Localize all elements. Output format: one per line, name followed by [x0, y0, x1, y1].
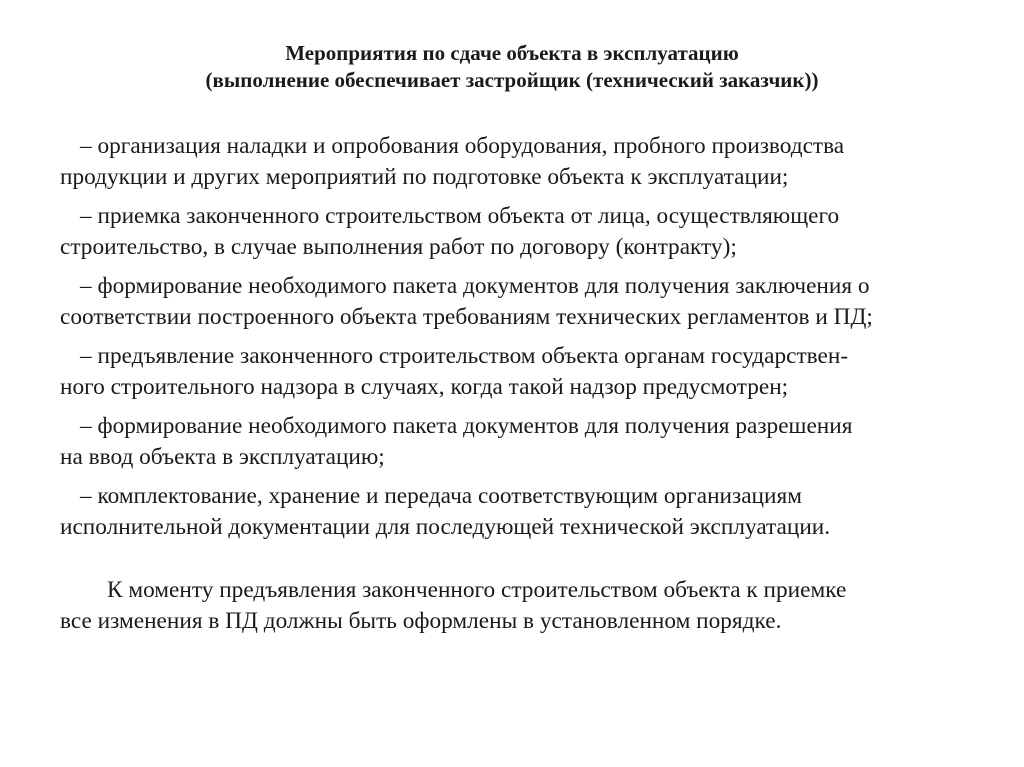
- list-item: [60, 131, 980, 193]
- list-item-line: – организация наладки и опробования оборудования, пробного производства: [80, 133, 845, 159]
- list-item-line: – предъявление законченного строительством объекта органам государствен-: [80, 343, 849, 369]
- list-item: [60, 201, 980, 263]
- list-item: [60, 271, 980, 333]
- note-line-2: все изменения в ПД должны быть оформлены в установленном порядке.: [60, 608, 782, 634]
- list-item-line: исполнительной документации для последующей технической эксплуатации.: [60, 514, 831, 540]
- list-item-line: – приемка законченного строительством объекта от лица, осуществляющего: [80, 203, 840, 229]
- list-item: [60, 411, 980, 473]
- closing-note: [60, 575, 980, 637]
- title-line-1: Мероприятия по сдаче объекта в эксплуатацию: [285, 41, 739, 65]
- list-item-line: ного строительного надзора в случаях, когда такой надзор предусмотрен;: [60, 374, 789, 400]
- list-item: [60, 341, 980, 403]
- list-item-line: – комплектование, хранение и передача соответствующим организациям: [80, 483, 802, 509]
- note-line-1: К моменту предъявления законченного строительством объекта к приемке: [107, 577, 847, 603]
- title-line-2: (выполнение обеспечивает застройщик (технический заказчик)): [205, 68, 819, 92]
- list-item-line: строительство, в случае выполнения работ по договору (контракту);: [60, 234, 737, 260]
- list-item-line: продукции и других мероприятий по подготовке объекта к эксплуатации;: [60, 164, 789, 190]
- list-item-line: – формирование необходимого пакета документов для получения разрешения: [80, 413, 853, 439]
- list-item: [60, 481, 980, 543]
- list-item-line: соответствии построенного объекта требованиям технических регламентов и ПД;: [60, 304, 873, 330]
- list-item-line: – формирование необходимого пакета документов для получения заключения о: [80, 273, 870, 299]
- measures-list: [60, 131, 980, 551]
- page-title: [0, 40, 1024, 94]
- list-item-line: на ввод объекта в эксплуатацию;: [60, 444, 385, 470]
